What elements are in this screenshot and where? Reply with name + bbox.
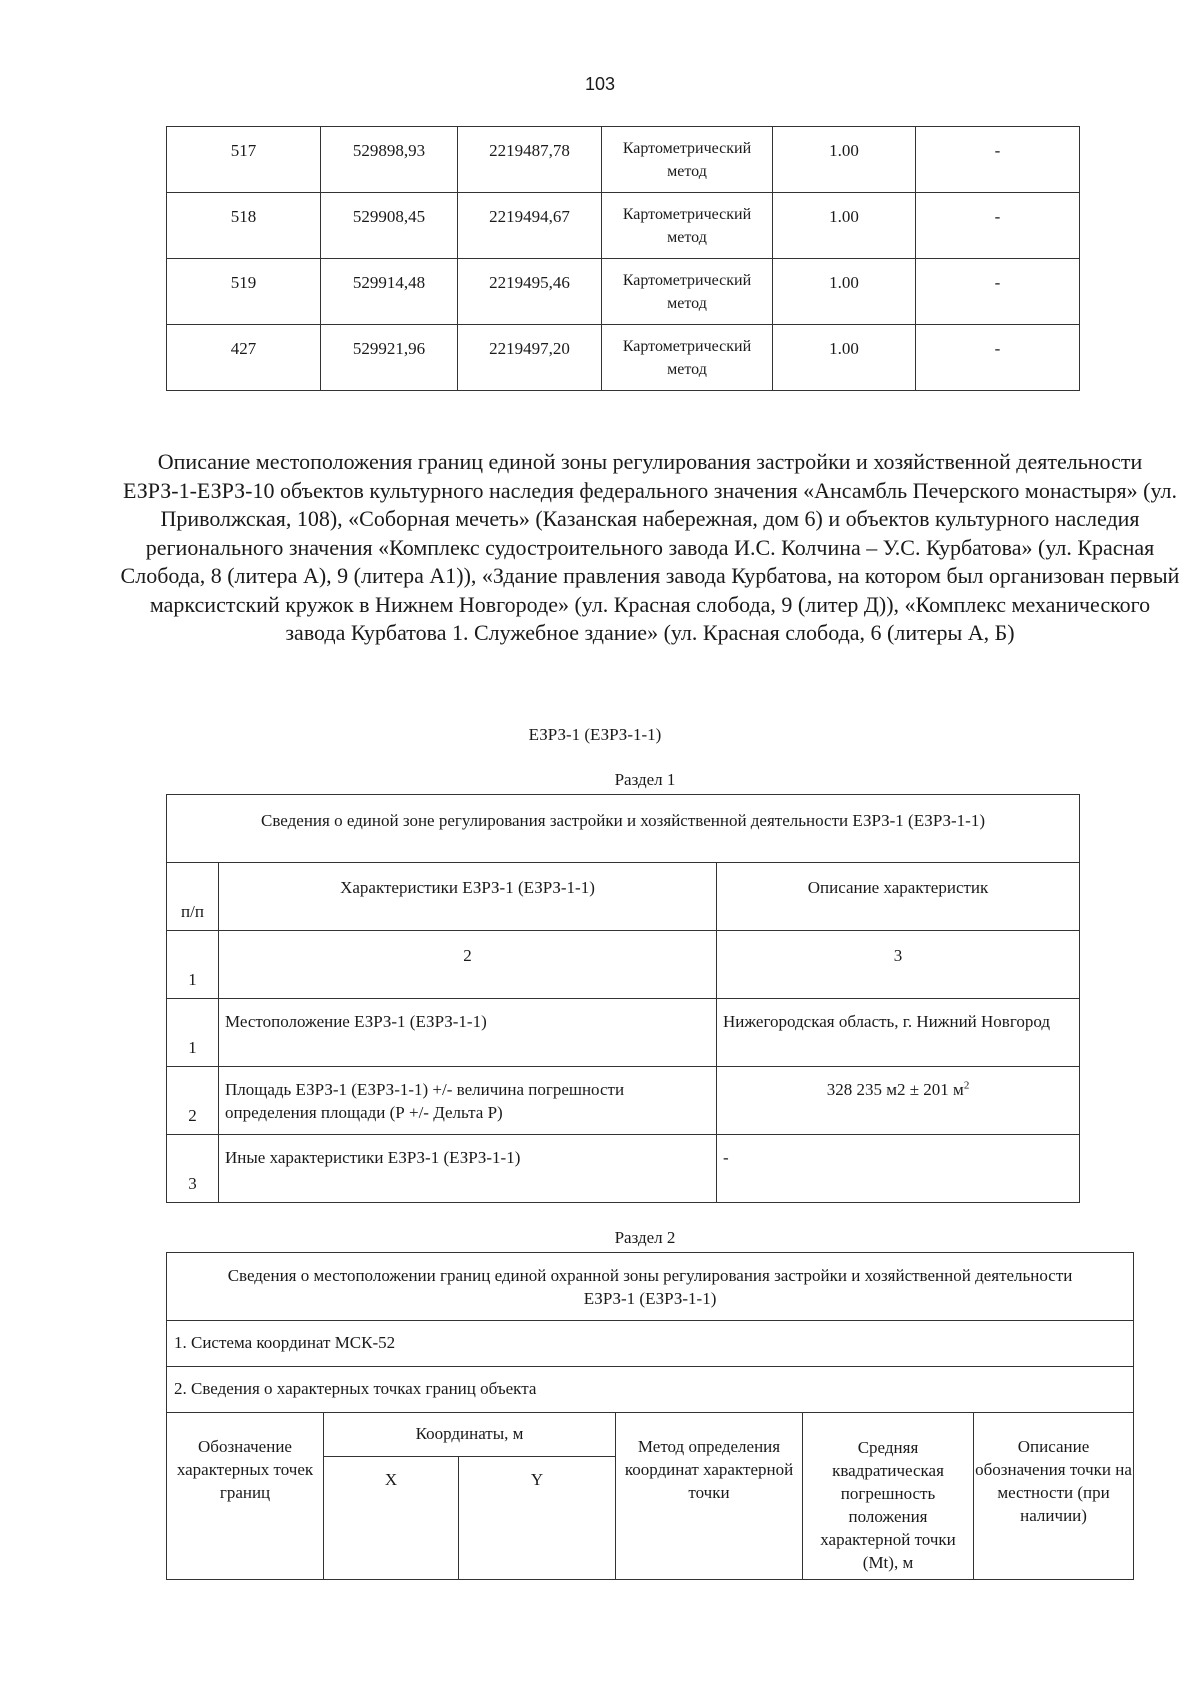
point-id: 427 xyxy=(167,325,321,391)
section2-label: Раздел 2 xyxy=(614,1228,676,1247)
table-row xyxy=(167,999,1080,1067)
table-row xyxy=(167,127,1080,193)
point-id: 519 xyxy=(167,259,321,325)
table-row xyxy=(167,325,1080,391)
col-y-header: Y xyxy=(459,1457,616,1580)
points-info: 2. Сведения о характерных точках границ объекта xyxy=(167,1367,1134,1413)
area-value: 328 235 м2 ± 201 м xyxy=(826,1080,964,1099)
col-coords-header: Координаты, м xyxy=(324,1413,616,1457)
point-description: - xyxy=(916,259,1080,325)
page-number: 103 xyxy=(584,74,616,94)
col-method-header: Метод определения координат характерной точки xyxy=(616,1413,803,1580)
coord-x: 529914,48 xyxy=(321,259,458,325)
characteristic-description xyxy=(717,1067,1080,1135)
method: Картометрический метод xyxy=(602,325,773,391)
coord-x: 529908,45 xyxy=(321,193,458,259)
coordinate-system: 1. Система координат МСК-52 xyxy=(167,1321,1134,1367)
coord-x: 529921,96 xyxy=(321,325,458,391)
table-header-row xyxy=(167,863,1080,931)
error-value: 1.00 xyxy=(773,127,916,193)
error-value: 1.00 xyxy=(773,259,916,325)
col-point-header: Обозначение характерных точек границ xyxy=(167,1413,324,1580)
index-cell: 2 xyxy=(219,931,717,999)
col-desc-header: Описание обозначения точки на местности (при наличии) xyxy=(974,1413,1134,1580)
error-value: 1.00 xyxy=(773,325,916,391)
point-id: 517 xyxy=(167,127,321,193)
characteristic: Местоположение ЕЗРЗ-1 (ЕЗРЗ-1-1) xyxy=(219,999,717,1067)
table-header-row xyxy=(167,1413,1134,1457)
section2-title: Сведения о местоположении границ единой охранной зоны регулирования застройки и хозяйственной деятельности ЕЗРЗ-1 (ЕЗРЗ-1-1) xyxy=(167,1253,1134,1321)
method: Картометрический метод xyxy=(602,259,773,325)
characteristic: Площадь ЕЗРЗ-1 (ЕЗРЗ-1-1) +/- величина погрешности определения площади (Р +/- Дельта Р) xyxy=(219,1067,717,1135)
row-number: 3 xyxy=(167,1135,219,1203)
section1-table xyxy=(166,794,1080,1203)
col-error-header: Средняя квадратическая погрешность положения характерной точки (Mt), м xyxy=(803,1413,974,1580)
col-num-header: п/п xyxy=(167,863,219,931)
point-id: 518 xyxy=(167,193,321,259)
table-row xyxy=(167,1067,1080,1135)
error-value: 1.00 xyxy=(773,193,916,259)
method: Картометрический метод xyxy=(602,193,773,259)
point-description: - xyxy=(916,325,1080,391)
coord-y: 2219487,78 xyxy=(458,127,602,193)
col-desc-header: Описание характеристик xyxy=(717,863,1080,931)
coord-y: 2219494,67 xyxy=(458,193,602,259)
coordinates-table-continued xyxy=(166,126,1080,391)
table-row xyxy=(167,1135,1080,1203)
area-unit-superscript: 2 xyxy=(963,1079,970,1092)
coord-x: 529898,93 xyxy=(321,127,458,193)
table-row xyxy=(167,259,1080,325)
characteristic-description: Нижегородская область, г. Нижний Новгород xyxy=(717,999,1080,1067)
table-index-row xyxy=(167,931,1080,999)
col-char-header: Характеристики ЕЗРЗ-1 (ЕЗРЗ-1-1) xyxy=(219,863,717,931)
section2-table xyxy=(166,1252,1134,1580)
section1-label: Раздел 1 xyxy=(614,770,676,789)
zone-subtitle: ЕЗРЗ-1 (ЕЗРЗ-1-1) xyxy=(528,725,662,744)
col-x-header: X xyxy=(324,1457,459,1580)
point-description: - xyxy=(916,193,1080,259)
table-row xyxy=(167,193,1080,259)
characteristic-description: - xyxy=(717,1135,1080,1203)
row-number: 2 xyxy=(167,1067,219,1135)
index-cell: 3 xyxy=(717,931,1080,999)
coord-y: 2219497,20 xyxy=(458,325,602,391)
characteristic: Иные характеристики ЕЗРЗ-1 (ЕЗРЗ-1-1) xyxy=(219,1135,717,1203)
index-cell: 1 xyxy=(167,931,219,999)
row-number: 1 xyxy=(167,999,219,1067)
point-description: - xyxy=(916,127,1080,193)
section1-title: Сведения о единой зоне регулирования застройки и хозяйственной деятельности ЕЗРЗ-1 (ЕЗРЗ-1-1) xyxy=(167,795,1080,863)
method: Картометрический метод xyxy=(602,127,773,193)
coord-y: 2219495,46 xyxy=(458,259,602,325)
section-heading: Описание местоположения границ единой зоны регулирования застройки и хозяйственной деятельности ЕЗРЗ-1-ЕЗРЗ-10 объектов культурного наследия федерального значения «Ансамбль Печерского монастыря» (ул. Приволжская, 108), «Соборная мечеть» (Казанская набережная, дом 6) и объектов культурного наследия регионального значения «Комплекс судостроительного завода И.С. Колчина – У.С. Курбатова» (ул. Красная Слобода, 8 (литера А), 9 (литера А1)), «Здание правления завода Курбатова, на котором был организован первый марксистский кружок в Нижнем Новгороде» (ул. Красная слобода, 9 (литер Д)), «Комплекс механического завода Курбатова 1. Служебное здание» (ул. Красная слобода, 6 (литеры А, Б) xyxy=(120,449,1180,645)
